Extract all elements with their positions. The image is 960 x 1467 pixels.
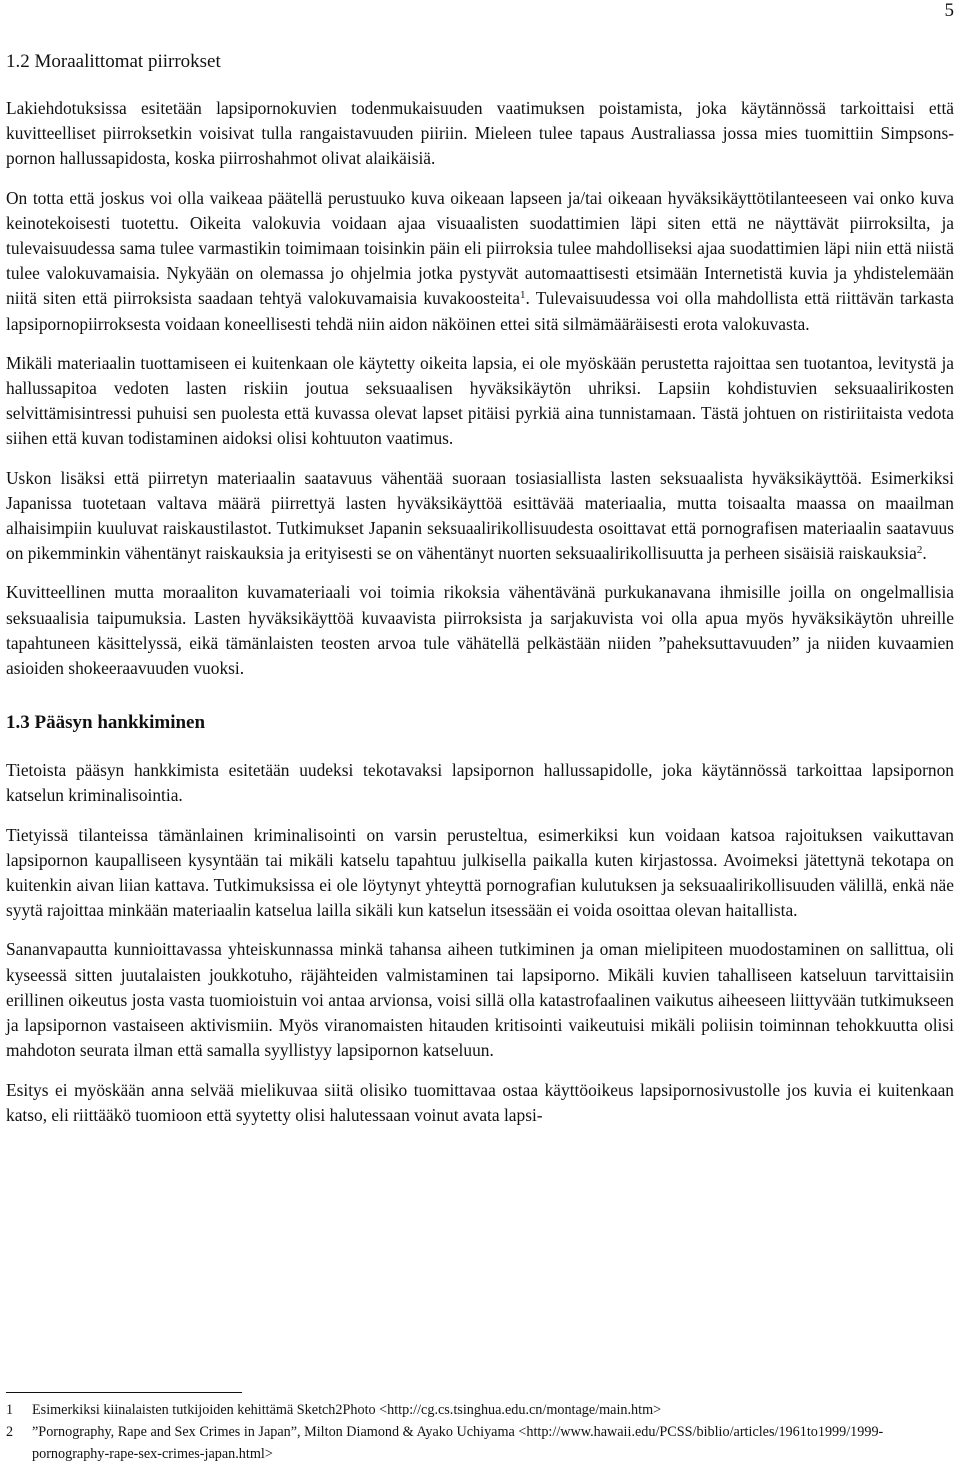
paragraph: Lakiehdotuksissa esitetään lapsipornokuvien todenmukaisuuden vaatimuksen poistamista, joka käytännössä tarkoittaisi että kuvitteelliset piirroksetkin voisivat tulla rangaistavuuden piiriin. Mieleen tulee tapaus Australiassa jossa mies tuomittiin Simpsons-pornon hallussapidosta, koska piirroshahmot olivat alaikäisiä. (6, 98, 954, 169)
footnote-reference: 2 (916, 544, 923, 557)
footnote-number: 1 (6, 1402, 14, 1418)
paragraph: Esitys ei myöskään anna selvää mielikuvaa siitä olisiko tuomittavaa ostaa käyttöoikeus lapsipornosivustolle jos kuvia ei kuitenkaan katso, eli riittääkö tuomioon että syytetty olisi halutessaan voinut avata lapsi- (6, 1079, 954, 1125)
footnote-reference: 1 (519, 289, 526, 302)
footnote-text: Esimerkiksi kiinalaisten tutkijoiden kehittämä Sketch2Photo <http://cg.cs.tsinghua.edu.cn/montage/main.htm> (32, 1402, 662, 1418)
paragraph-text: . Tulevaisuudessa voi olla mahdollista että riittävän tarkasta lapsipornopiirroksesta voidaan koneellisesti tehdä niin aidon näköinen ettei sitä silmämääräisesti erota valokuvasta. (6, 288, 954, 334)
paragraph (6, 466, 954, 567)
paragraph-text: On totta että joskus voi olla vaikeaa päätellä perustuuko kuva oikeaan lapseen ja/tai oikeaan hyväksikäyttötilanteeseen vai onko kuva keinotekoisesti tuotettu. Oikeita valokuvia voidaan ajaa visuaalisten suodattimien läpi siten että ne näyttävät piirroksilta, ja tulevaisuudessa sama tulee varmastikin toimimaan toisinkin päin eli piirroksia tulee mahdolliseksi ajaa suodattimien läpi niin että niistä tulee valokuvamaisia. Nykyään on olemassa jo ohjelmia jotka pystyvät automaattisesti etsimään Internetistä kuvia ja yhdistelemään niitä siten että piirroksista saadaan tehtyä valokuvamaisia kuvakoosteita (6, 187, 954, 309)
paragraph-text: . (922, 543, 927, 564)
paragraph: Sananvapautta kunnioittavassa yhteiskunnassa minkä tahansa aiheen tutkiminen ja oman mielipiteen muodostaminen on sallittua, oli kyseessä sitten juutalaisten joukkotuho, räjähteiden valmistaminen tai lapsiporno. Mikäli kuvien tahalliseen katseluun tarvittaisiin erillinen oikeutus josta vasta tuomioistuin voi antaa arvionsa, voisi sillä olla katastrofaalinen vaikutus aiheeseen liittyvään tutkimukseen ja lapsipornon vastaiseen aktivismiin. Myös viranomaisten hitauden kritisointi vaikeutuisi mikäli poliisin toiminnan tehokkuutta olisi mahdoton seurata ilman että samalla syyllistyy lapsipornon katseluun. (6, 939, 954, 1061)
paragraph: Kuvitteellinen mutta moraaliton kuvamateriaali voi toimia rikoksia vähentävänä purkukanavana ihmisille joilla on ongelmallisia seksuaalisia taipumuksia. Lasten hyväksikäyttöä kuvaavista piirroksista ja sarjakuvista voi olla apua myös hyväksikäytön uhreille tapahtuneen käsittelyssä, eikä tämänlaisten teosten arvoa tule vähätellä pelkästään niiden ”paheksuttavuuden” ja niiden kuvaamien asioiden shokeeraavuuden vuoksi. (6, 582, 954, 679)
paragraph: Tietyissä tilanteissa tämänlainen kriminalisointi on varsin perusteltua, esimerkiksi kun voidaan katsoa rajoituksen vaikuttavan lapsipornon kaupalliseen kysyntään tai mikäli katselu tapahtuu julkisella paikalla kuten kirjastossa. Avoimeksi jätettynä tekotapa on kuitenkin aivan liian kattava. Tutkimuksissa ei ole löytynyt yhteyttä pornografian kulutuksen ja seksuaalirikollisuuden välillä, enkä näe syytä rajoittaa minkään materiaalin katselua lailla sikäli kun katselun itsessään ei voida osoittaa olevan haitallista. (6, 824, 954, 921)
paragraph-text: Uskon lisäksi että piirretyn materiaalin saatavuus vähentää suoraan tosiasiallista lasten seksuaalista hyväksikäyttöä. Esimerkiksi Japanissa tuotetaan valtava määrä piirrettyä lasten hyväksikäyttöä esittävää materiaalia, mutta toisaalta maassa on maailman alhaisimpiin kuuluvat raiskaustilastot. Tutkimukset Japanin seksuaalirikollisuudesta osoittavat että pornografisen materiaalin saatavuus on pikemminkin vähentänyt raiskauksia ja erityisesti se on vähentänyt nuorten seksuaalirikollisuutta ja perheen sisäisiä raiskauksia (6, 467, 954, 564)
footnote-divider (6, 1392, 242, 1393)
page-content (6, 50, 954, 1142)
footnote-number: 2 (6, 1424, 14, 1440)
footnotes (6, 1392, 954, 1465)
paragraph: Mikäli materiaalin tuottamiseen ei kuitenkaan ole käytetty oikeita lapsia, ei ole myöskään perustetta rajoittaa sen tuotantoa, levitystä ja hallussapitoa vedoten lasten riskiin joutua seksuaalisen hyväksikäytön uhriksi. Lapsiin kohdistuvien seksuaalirikosten selvittämisintressi puhuisi sen puolesta että kuvassa olevat lapset pitäisi pyrkiä aina tunnistamaan. Tästä johtuen on ristiriitaista vedota siihen että kuvan todistaminen aidoksi olisi kohtuuton vaatimus. (6, 352, 954, 449)
footnote (6, 1399, 954, 1421)
paragraph (6, 186, 954, 337)
section-1-2-heading: 1.2 Moraalittomat piirrokset (6, 51, 221, 72)
footnote-text: ”Pornography, Rape and Sex Crimes in Japan”, Milton Diamond & Ayako Uchiyama <http://www.hawaii.edu/PCSS/biblio/articles/1961to1999/1999-pornography-rape-sex-crimes-japan.html> (32, 1424, 884, 1462)
page-number: 5 (944, 0, 954, 21)
footnote (6, 1421, 954, 1465)
section-1-3-heading: 1.3 Pääsyn hankkiminen (6, 712, 206, 734)
paragraph: Tietoista pääsyn hankkimista esitetään uudeksi tekotavaksi lapsipornon hallussapidolle, joka käytännössä tarkoittaa lapsipornon katselun kriminalisointia. (6, 760, 954, 806)
